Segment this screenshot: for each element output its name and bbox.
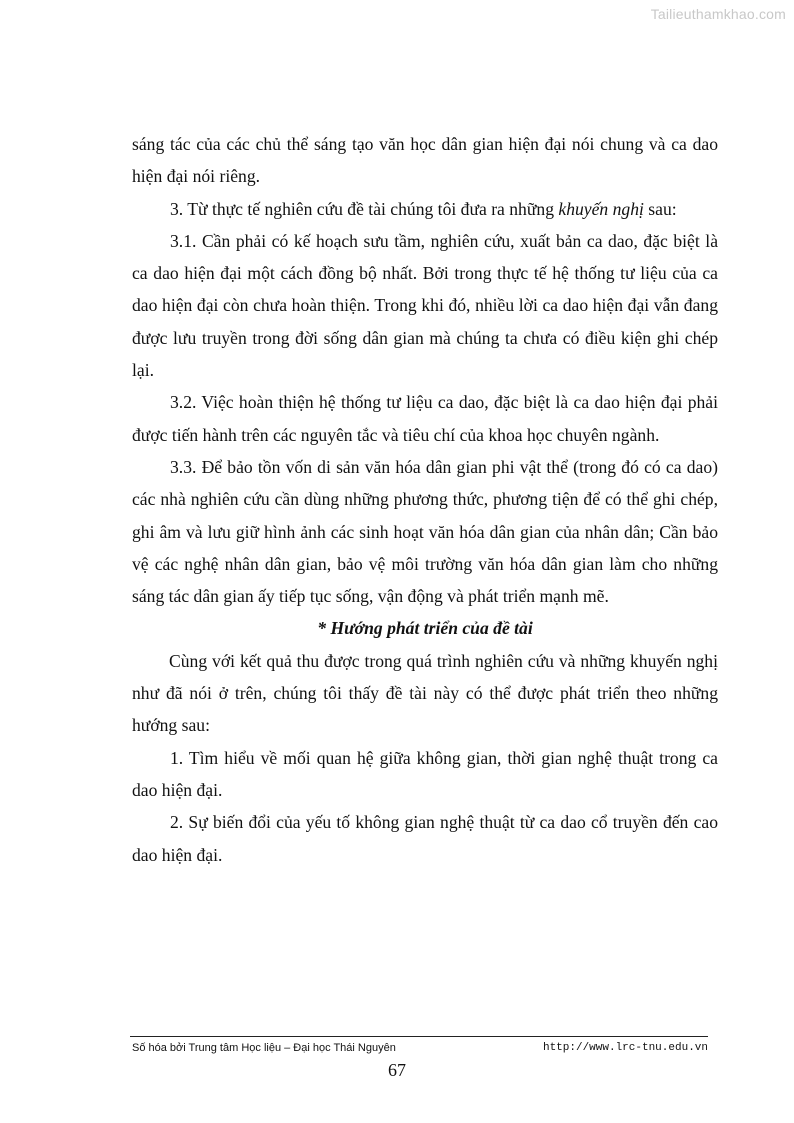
paragraph-recommendation-3-1: 3.1. Cần phải có kế hoạch sưu tầm, nghiên cứu, xuất bản ca dao, đặc biệt là ca dao hiện đại một cách đồng bộ nhất. Bởi trong thực tế hệ thống tư liệu của ca dao hiện đại còn chưa hoàn thiện. Trong khi đó, nhiều lời ca dao hiện đại vẫn đang được lưu truyền trong đời sống dân gian mà chúng ta chưa có điều kiện ghi chép lại. — [132, 230, 718, 381]
text-run: 3. Từ thực tế nghiên cứu đề tài chúng tôi đưa ra những — [170, 198, 559, 219]
document-body — [132, 128, 718, 871]
watermark: Tailieuthamkhao.com — [650, 6, 786, 22]
paragraph-recommendation-3-3: 3.3. Để bảo tồn vốn di sản văn hóa dân gian phi vật thể (trong đó có ca dao) các nhà nghiên cứu cần dùng những phương thức, phương tiện để có thể ghi chép, ghi âm và lưu giữ hình ảnh các sinh hoạt văn hóa dân gian của nhân dân; Cần bảo vệ các nghệ nhân dân gian, bảo vệ môi trường văn hóa dân gian làm cho những sáng tác dân gian ấy tiếp tục sống, vận động và phát triển mạnh mẽ. — [132, 456, 718, 607]
footer-url: http://www.lrc-tnu.edu.vn — [542, 1042, 708, 1054]
footer-source: Số hóa bởi Trung tâm Học liệu – Đại học Thái Nguyên — [132, 1042, 396, 1054]
emphasis-text: khuyến nghị — [558, 198, 644, 219]
paragraph-recommendations-intro — [132, 193, 718, 225]
paragraph-direction-1: 1. Tìm hiểu về mối quan hệ giữa không gian, thời gian nghệ thuật trong ca dao hiện đại. — [132, 747, 718, 800]
footer-divider — [130, 1036, 708, 1037]
paragraph-development-intro: Cùng với kết quả thu được trong quá trình nghiên cứu và những khuyến nghị như đã nói ở trên, chúng tôi thấy đề tài này có thể được phát triển theo những hướng sau: — [132, 650, 718, 736]
paragraph-recommendation-3-2: 3.2. Việc hoàn thiện hệ thống tư liệu ca dao, đặc biệt là ca dao hiện đại phải được tiến hành trên các nguyên tắc và tiêu chí của khoa học chuyên ngành. — [132, 392, 718, 445]
page-number: 67 — [388, 1060, 406, 1080]
section-heading: * Hướng phát triển của đề tài — [317, 618, 533, 639]
text-run: sau: — [643, 198, 677, 219]
paragraph-continuation: sáng tác của các chủ thể sáng tạo văn học dân gian hiện đại nói chung và ca dao hiện đại nói riêng. — [132, 134, 718, 187]
paragraph-direction-2: 2. Sự biến đổi của yếu tố không gian nghệ thuật từ ca dao cổ truyền đến cao dao hiện đại. — [132, 812, 718, 865]
